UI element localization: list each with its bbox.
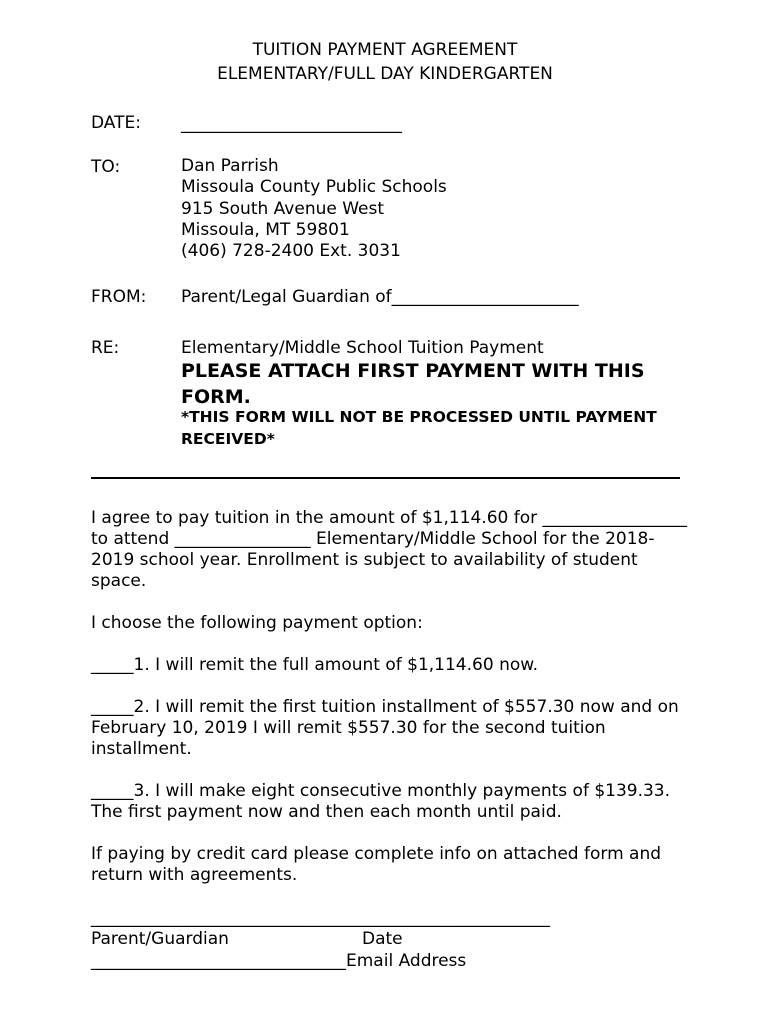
date-signature-label: Date <box>362 929 403 949</box>
payment-option-1: _____1. I will remit the full amount of $1,114.60 now. <box>91 655 538 675</box>
to-organization: Missoula County Public Schools <box>181 177 447 198</box>
date-blank: __________________________ <box>181 114 402 134</box>
document-subtitle: ELEMENTARY/FULL DAY KINDERGARTEN <box>217 64 553 84</box>
payment-option-2: _____2. I will remit the first tuition installment of $557.30 now and on February 10, 2019 I will remit $557.30 for the second tuition installment. <box>91 697 679 759</box>
to-label: TO: <box>91 157 121 177</box>
section-divider <box>91 477 680 479</box>
signature-line: ______________________________________________________ <box>91 908 550 928</box>
agreement-paragraph: I agree to pay tuition in the amount of $1,114.60 for _________________ to attend ________________ Elementary/Middle School for the 2018-2019 school year. Enrollment is subject to availability of student space. <box>91 508 688 591</box>
payment-option-3: _____3. I will make eight consecutive monthly payments of $139.33. The first payment now and then each month until paid. <box>91 781 671 822</box>
credit-card-note: If paying by credit card please complete info on attached form and return with agreements. <box>91 844 662 885</box>
payment-option-intro: I choose the following payment option: <box>91 613 423 633</box>
email-address-line: ______________________________Email Address <box>91 951 467 971</box>
parent-guardian-label: Parent/Guardian <box>91 929 229 949</box>
processing-notice: *THIS FORM WILL NOT BE PROCESSED UNTIL PAYMENT RECEIVED* <box>181 408 657 448</box>
re-text: Elementary/Middle School Tuition Payment <box>181 338 544 358</box>
re-label: RE: <box>91 338 120 358</box>
date-label: DATE: <box>91 113 141 133</box>
to-address-block <box>181 156 447 262</box>
to-name: Dan Parrish <box>181 156 279 176</box>
to-city: Missoula, MT 59801 <box>181 219 350 240</box>
from-label: FROM: <box>91 287 147 307</box>
from-text: Parent/Legal Guardian of______________________ <box>181 287 579 307</box>
to-phone: (406) 728-2400 Ext. 3031 <box>181 241 401 262</box>
attach-payment-notice: PLEASE ATTACH FIRST PAYMENT WITH THIS FORM. <box>181 360 645 408</box>
to-street: 915 South Avenue West <box>181 198 385 219</box>
document-title: TUITION PAYMENT AGREEMENT <box>252 40 518 60</box>
